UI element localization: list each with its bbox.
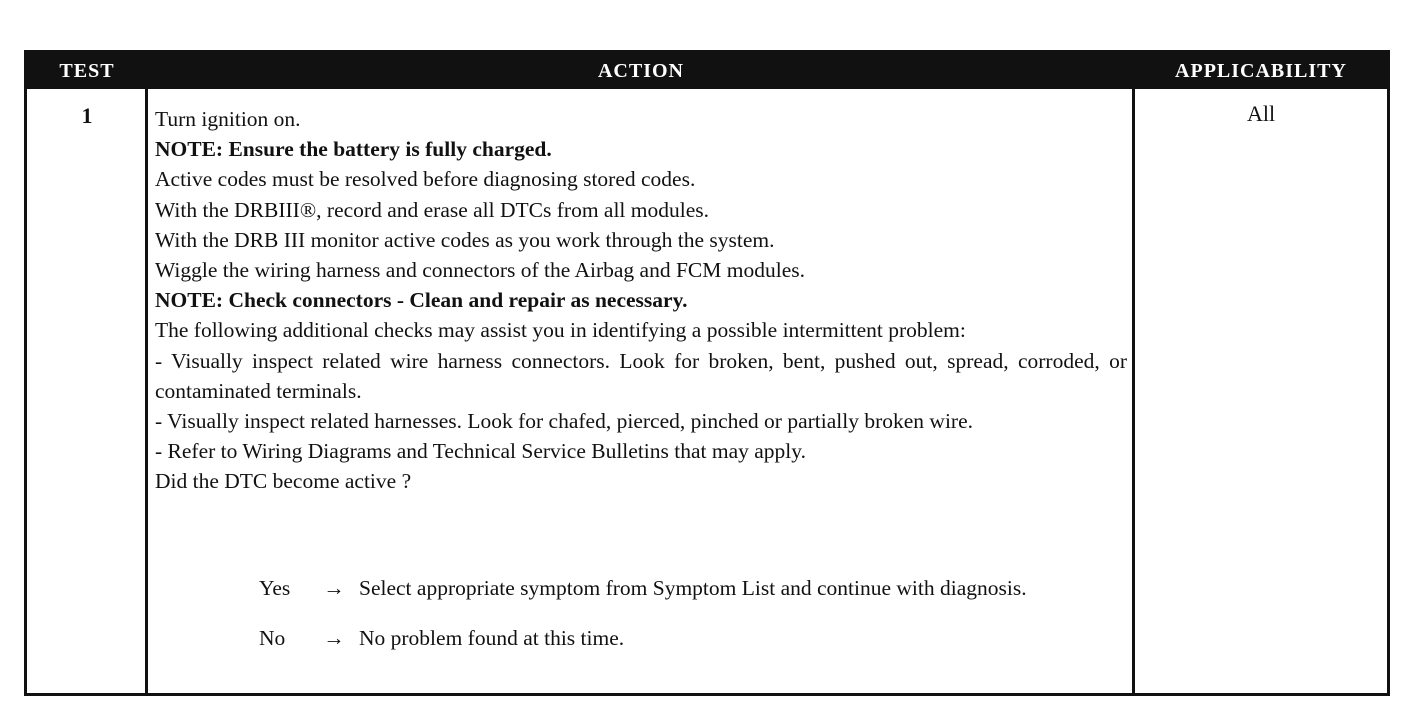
action-note: NOTE: Ensure the battery is fully charged. xyxy=(155,137,552,162)
column-divider-test xyxy=(145,89,148,693)
answer-yes xyxy=(259,573,1127,603)
answer-text: Select appropriate symptom from Symptom List and continue with diagnosis. xyxy=(359,576,1027,600)
action-line: With the DRB III monitor active codes as you work through the system. xyxy=(155,227,775,252)
applicability-value: All xyxy=(1246,101,1276,126)
right-arrow-icon: → xyxy=(323,576,345,600)
action-line: Active codes must be resolved before diagnosing stored codes. xyxy=(155,167,696,192)
answer-no xyxy=(259,623,1127,653)
column-divider-applicability xyxy=(1132,89,1135,693)
answer-options xyxy=(259,573,1127,673)
action-paragraph: - Visually inspect related harnesses. Look for chafed, pierced, pinched or partially broken wire. xyxy=(155,409,973,434)
test-number: 1 xyxy=(81,103,93,128)
header-applicability: APPLICABILITY xyxy=(1175,60,1347,82)
action-note: NOTE: Check connectors - Clean and repair as necessary. xyxy=(155,288,688,313)
action-line: Wiggle the wiring harness and connectors of the Airbag and FCM modules. xyxy=(155,258,805,283)
header-test: TEST xyxy=(59,60,115,82)
answer-label: No xyxy=(259,626,286,651)
answer-text: No problem found at this time. xyxy=(359,626,625,651)
right-arrow-icon: → xyxy=(323,626,345,651)
action-line: Turn ignition on. xyxy=(155,107,301,131)
action-instructions xyxy=(155,104,1127,497)
diagnostic-test-table xyxy=(24,50,1390,696)
action-question: Did the DTC become active ? xyxy=(155,469,412,494)
action-line: - Refer to Wiring Diagrams and Technical Service Bulletins that may apply. xyxy=(155,439,807,464)
action-paragraph: - Visually inspect related wire harness connectors. Look for broken, bent, pushed out, spread, corroded, or contaminated terminals. xyxy=(155,348,1127,403)
action-paragraph: The following additional checks may assist you in identifying a possible intermittent problem: xyxy=(155,318,966,343)
action-line: With the DRBIII®, record and erase all DTCs from all modules. xyxy=(155,197,710,222)
answer-label: Yes xyxy=(259,576,291,600)
table-header xyxy=(27,53,1387,89)
header-action: ACTION xyxy=(597,60,684,82)
